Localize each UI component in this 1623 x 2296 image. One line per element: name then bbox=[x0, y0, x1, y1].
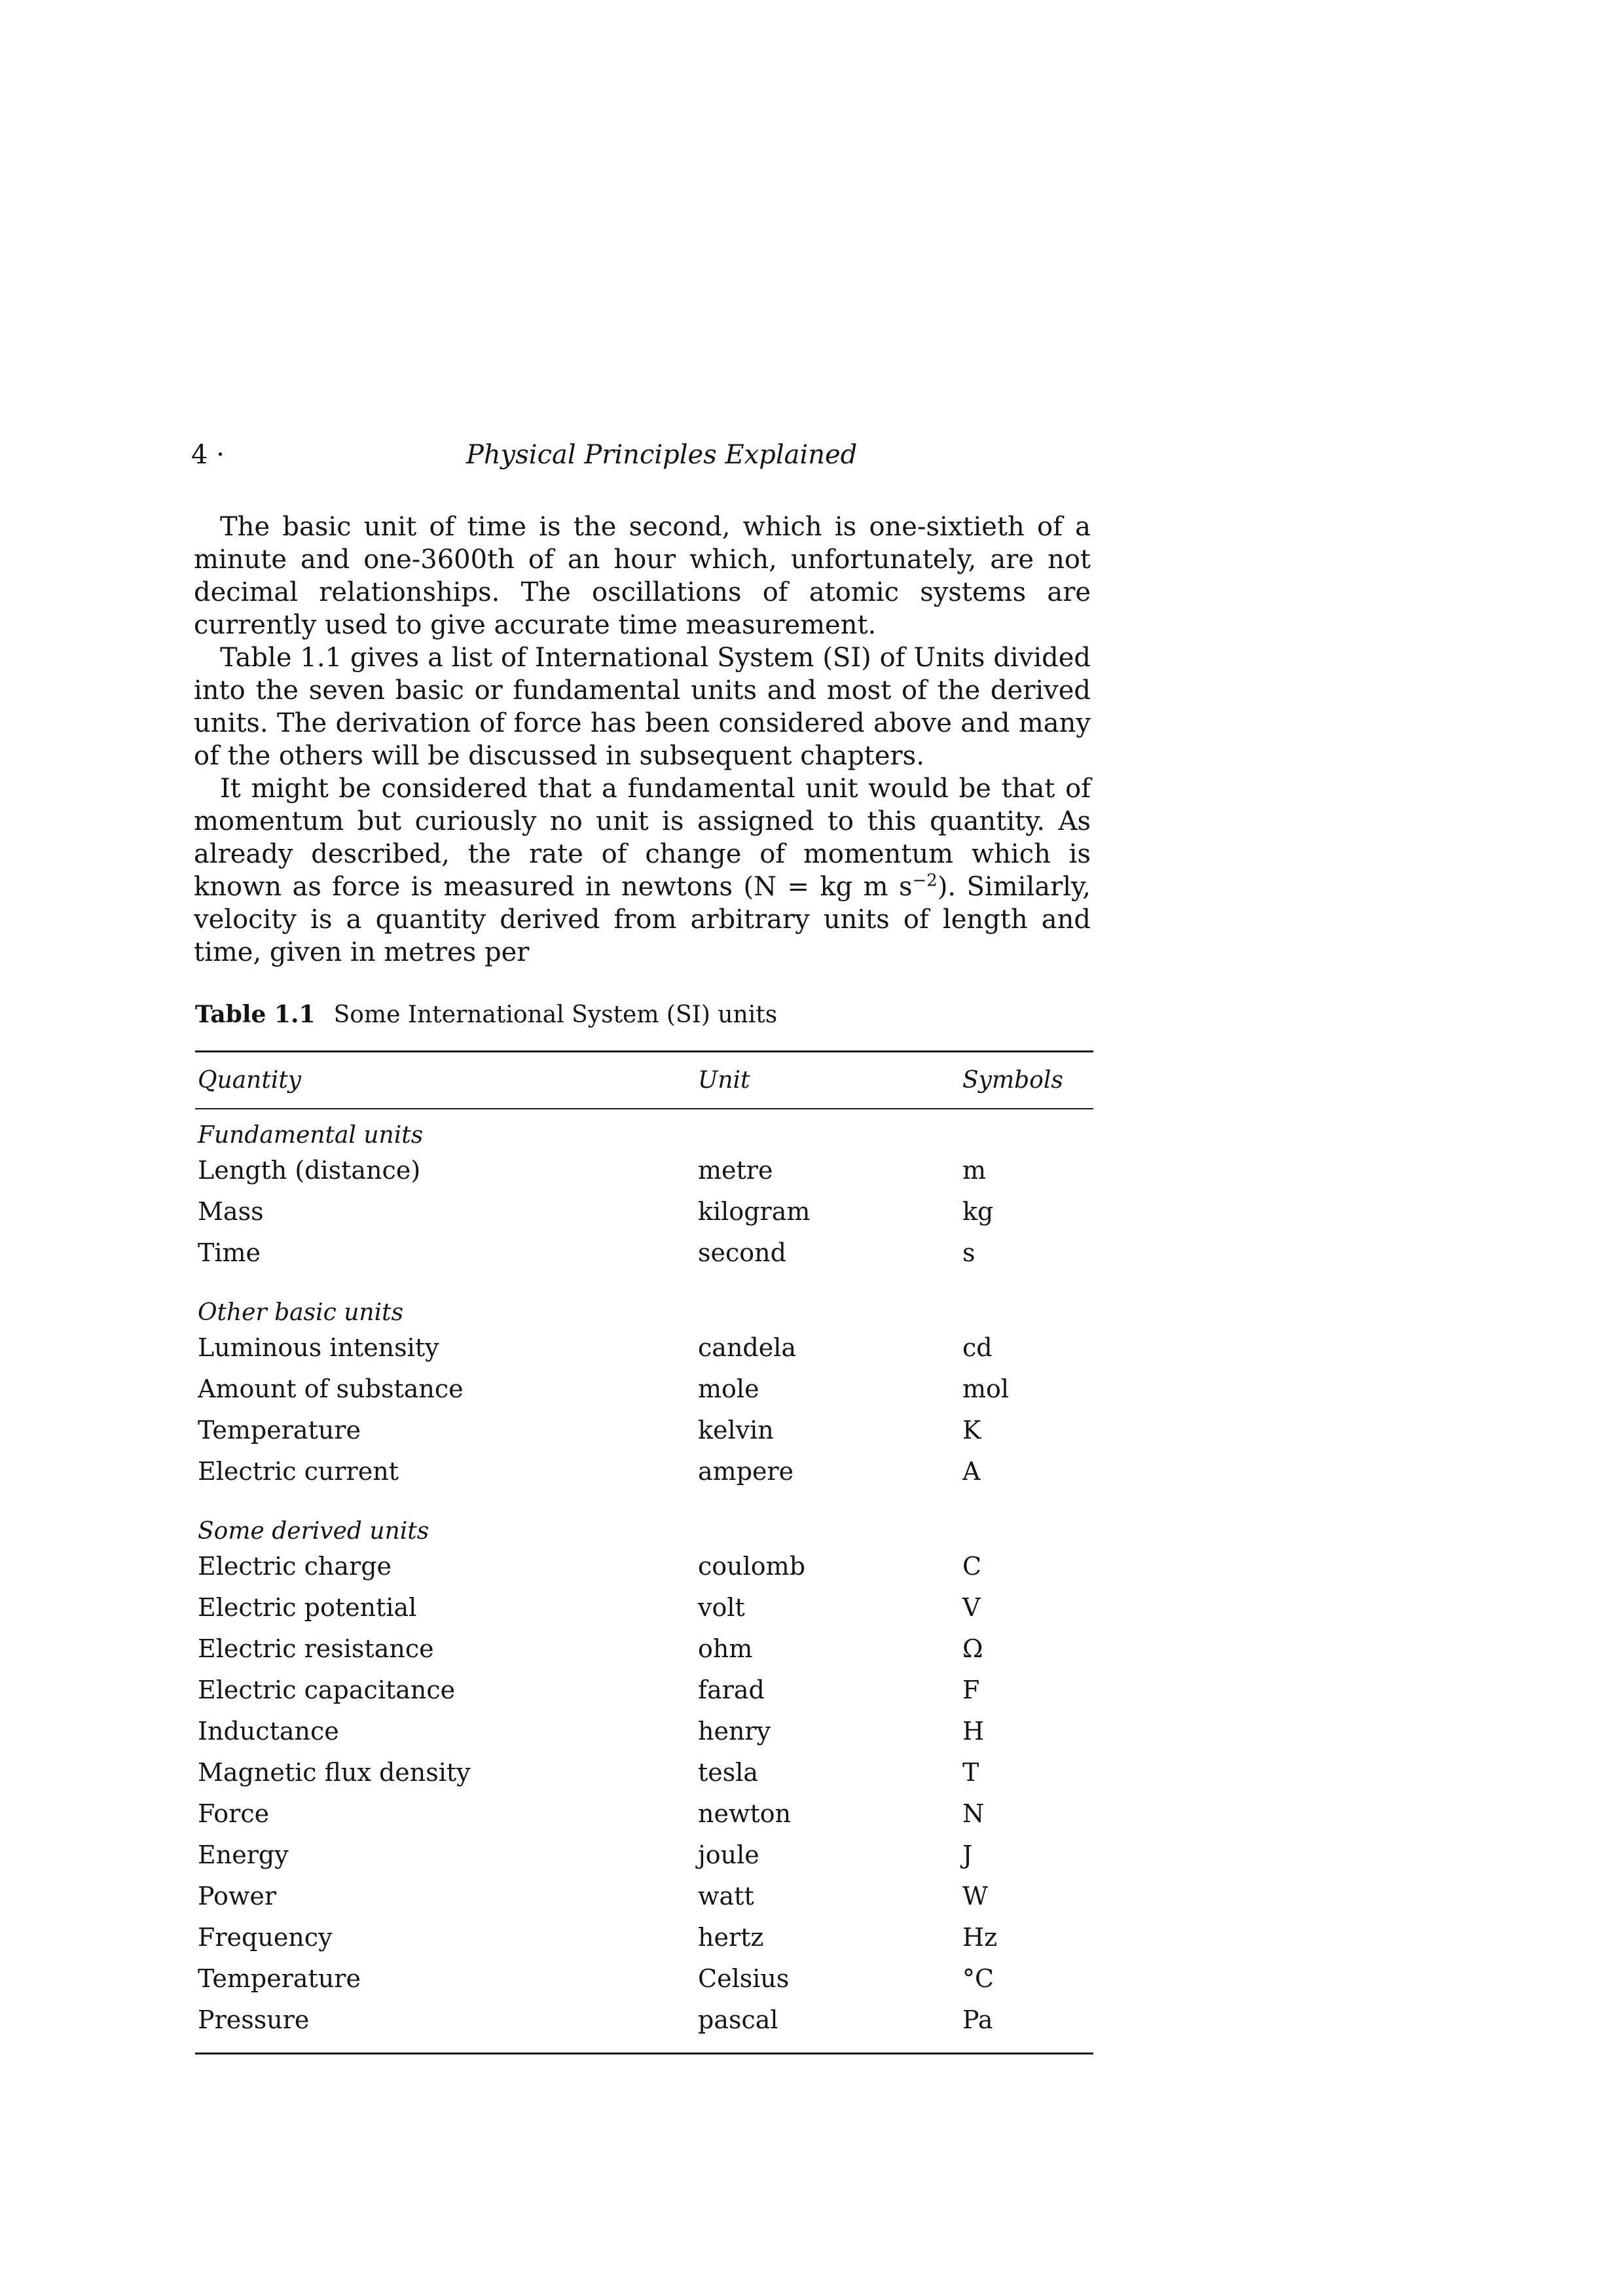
section-gap bbox=[195, 1492, 1093, 1505]
cell-symbol: F bbox=[962, 1676, 980, 1704]
cell-symbol: K bbox=[962, 1416, 981, 1444]
cell-quantity: Frequency bbox=[198, 1923, 333, 1952]
section-heading-text: Fundamental units bbox=[198, 1122, 424, 1149]
table-row bbox=[195, 1369, 1093, 1410]
cell-unit: second bbox=[698, 1238, 786, 1267]
cell-symbol: Pa bbox=[962, 2005, 993, 2034]
table-row bbox=[195, 1752, 1093, 1793]
table-row bbox=[195, 1191, 1093, 1232]
table-row bbox=[195, 1670, 1093, 1711]
table-caption-text: Some International System (SI) units bbox=[333, 1001, 778, 1028]
cell-unit: Celsius bbox=[698, 1964, 790, 1993]
paragraph: Table 1.1 gives a list of International System (SI) of Units divided into the seven basic or fundamental units and most of the derived units. The derivation of force has been considered above and many of the others will be discussed in subsequent chapters. bbox=[194, 643, 1091, 771]
cell-symbol: cd bbox=[962, 1333, 993, 1362]
cell-unit: henry bbox=[698, 1717, 771, 1746]
cell-quantity: Electric resistance bbox=[198, 1634, 434, 1663]
header-symbols: Symbols bbox=[962, 1067, 1063, 1094]
table-row bbox=[195, 1793, 1093, 1835]
cell-unit: kilogram bbox=[698, 1197, 811, 1226]
page-number: 4 · bbox=[191, 440, 225, 470]
cell-symbol: mol bbox=[962, 1374, 1010, 1403]
table-header-row bbox=[195, 1052, 1093, 1108]
cell-symbol: Hz bbox=[962, 1923, 998, 1952]
table-row bbox=[195, 1958, 1093, 2000]
section-heading bbox=[195, 1287, 1093, 1327]
cell-symbol: °C bbox=[962, 1964, 994, 1993]
si-units-table bbox=[195, 1050, 1093, 2054]
cell-unit: coulomb bbox=[698, 1552, 806, 1581]
cell-quantity: Force bbox=[198, 1799, 270, 1828]
section-heading-text: Some derived units bbox=[198, 1518, 429, 1545]
table-row bbox=[195, 1546, 1093, 1587]
cell-symbol: m bbox=[962, 1156, 987, 1185]
cell-quantity: Electric potential bbox=[198, 1593, 417, 1622]
paragraph: The basic unit of time is the second, which is one-sixtieth of a minute and one-3600th of an hour which, unfortunately, are not decimal relationships. The oscillations of atomic systems are currently used to give accurate time measurement. bbox=[194, 512, 1091, 640]
cell-quantity: Electric capacitance bbox=[198, 1676, 456, 1704]
cell-quantity: Luminous intensity bbox=[198, 1333, 439, 1362]
cell-symbol: C bbox=[962, 1552, 982, 1581]
table-row bbox=[195, 2000, 1093, 2041]
cell-quantity: Temperature bbox=[198, 1964, 361, 1993]
cell-symbol: kg bbox=[962, 1197, 994, 1226]
cell-quantity: Temperature bbox=[198, 1416, 361, 1444]
cell-quantity: Mass bbox=[198, 1197, 264, 1226]
cell-unit: newton bbox=[698, 1799, 792, 1828]
cell-symbol: V bbox=[962, 1593, 981, 1622]
table-caption bbox=[195, 998, 777, 1031]
cell-unit: candela bbox=[698, 1333, 797, 1362]
table-row bbox=[195, 1150, 1093, 1191]
cell-quantity: Energy bbox=[198, 1840, 289, 1869]
cell-symbol: T bbox=[962, 1758, 979, 1787]
running-title: Physical Principles Explained bbox=[466, 440, 858, 470]
cell-unit: joule bbox=[698, 1840, 759, 1869]
table-row bbox=[195, 1451, 1093, 1492]
cell-unit: farad bbox=[698, 1676, 765, 1704]
cell-unit: mole bbox=[698, 1374, 759, 1403]
cell-quantity: Time bbox=[198, 1238, 261, 1267]
cell-symbol: Ω bbox=[962, 1634, 983, 1663]
section-heading bbox=[195, 1505, 1093, 1546]
table-row bbox=[195, 1835, 1093, 1876]
table-row bbox=[195, 1628, 1093, 1670]
cell-unit: hertz bbox=[698, 1923, 764, 1952]
cell-unit: tesla bbox=[698, 1758, 759, 1787]
cell-unit: ohm bbox=[698, 1634, 753, 1663]
cell-quantity: Inductance bbox=[198, 1717, 339, 1746]
superscript: −2 bbox=[912, 870, 938, 891]
cell-unit: ampere bbox=[698, 1457, 794, 1486]
table-row bbox=[195, 1327, 1093, 1369]
header-unit: Unit bbox=[698, 1067, 750, 1094]
table-row bbox=[195, 1410, 1093, 1451]
table-caption-label: Table 1.1 bbox=[195, 1001, 316, 1028]
page-header bbox=[191, 435, 1088, 475]
table-row bbox=[195, 1587, 1093, 1628]
cell-quantity: Power bbox=[198, 1882, 277, 1910]
table-body bbox=[195, 1109, 1093, 2053]
table-row bbox=[195, 1232, 1093, 1274]
section-gap bbox=[195, 1274, 1093, 1287]
cell-symbol: A bbox=[962, 1457, 981, 1486]
cell-quantity: Electric current bbox=[198, 1457, 399, 1486]
paragraph-text: It might be considered that a fundamental unit would be that of momentum but curiously no unit is assigned to this quantity. As already described, the rate of change of momentum which is known as force is measured in newtons (N = kg m s bbox=[194, 774, 1091, 902]
body-text bbox=[194, 511, 1091, 969]
cell-symbol: H bbox=[962, 1717, 985, 1746]
cell-quantity: Magnetic flux density bbox=[198, 1758, 471, 1787]
table-bottom-rule bbox=[195, 2053, 1093, 2054]
section-heading-text: Other basic units bbox=[198, 1299, 404, 1326]
cell-unit: watt bbox=[698, 1882, 754, 1910]
cell-unit: metre bbox=[698, 1156, 773, 1185]
cell-quantity: Pressure bbox=[198, 2005, 310, 2034]
cell-unit: volt bbox=[698, 1593, 745, 1622]
table-row bbox=[195, 1711, 1093, 1752]
table-row bbox=[195, 1876, 1093, 1917]
cell-symbol: N bbox=[962, 1799, 985, 1828]
header-quantity: Quantity bbox=[198, 1067, 302, 1094]
cell-symbol: W bbox=[962, 1882, 989, 1910]
cell-quantity: Electric charge bbox=[198, 1552, 392, 1581]
cell-symbol: J bbox=[962, 1840, 973, 1869]
cell-unit: kelvin bbox=[698, 1416, 774, 1444]
cell-quantity: Amount of substance bbox=[198, 1374, 464, 1403]
section-heading bbox=[195, 1109, 1093, 1150]
cell-symbol: s bbox=[962, 1238, 976, 1267]
cell-unit: pascal bbox=[698, 2005, 778, 2034]
paragraph bbox=[194, 772, 1091, 969]
cell-quantity: Length (distance) bbox=[198, 1156, 421, 1185]
paragraph-text: ). Similarly, velocity is a quantity derived from arbitrary units of length and time, given in metres per bbox=[194, 872, 1091, 967]
table-row bbox=[195, 1917, 1093, 1958]
